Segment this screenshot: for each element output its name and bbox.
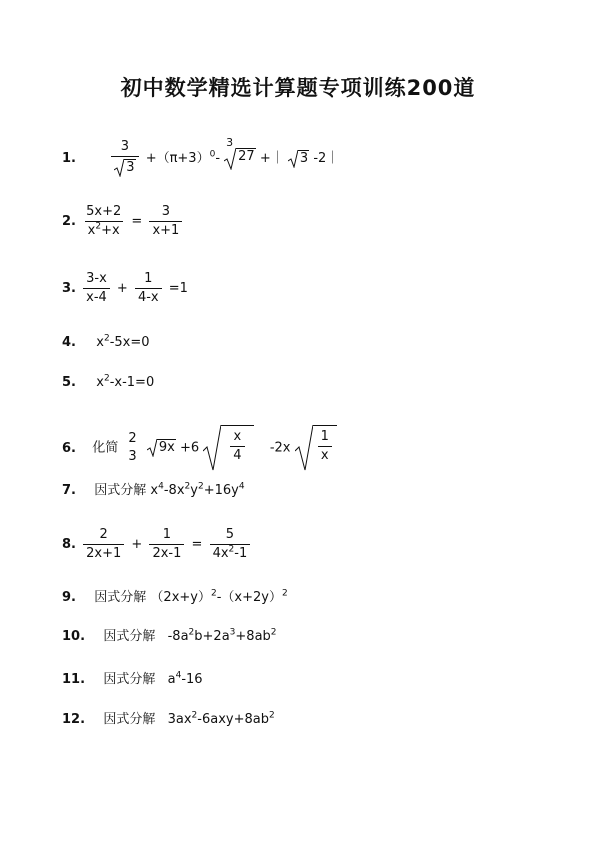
problem-number: 11. — [62, 672, 86, 687]
fraction: $\frac{3-x}{x-4}$ — [83, 272, 110, 305]
radical-sign-icon — [224, 148, 236, 170]
problem-number: 8. — [62, 537, 76, 552]
fraction: $\frac{2}{2x+1}$ — [83, 528, 124, 561]
cube-root: 3 27 — [224, 148, 256, 170]
fraction: $\frac{5}{4x^2-1}$ — [210, 528, 251, 561]
problem-6: 6. 化简 2 3 9x +6 $\frac{x}{4}$ -2x $\frac{1}{x}$ — [62, 425, 337, 471]
page-title: 初中数学精选计算题专项训练200道 — [120, 76, 476, 100]
sqrt: 3 — [114, 159, 135, 177]
fraction: $\frac{1}{x}$ — [318, 430, 332, 463]
problem-number: 7. — [62, 483, 76, 498]
sqrt: 9x — [147, 439, 176, 457]
problem-12: 12. 因式分解 $3ax^2-6axy+8ab^2$ — [62, 710, 275, 727]
radical-sign-icon — [147, 439, 157, 457]
problem-number: 4. — [62, 335, 76, 350]
problem-number: 3. — [62, 281, 76, 296]
radical-sign-icon — [114, 159, 124, 177]
radical-sign-icon — [295, 425, 313, 471]
sqrt — [295, 425, 337, 471]
problem-number: 1. — [62, 151, 76, 166]
sqrt: 3 — [288, 150, 309, 168]
problem-number: 12. — [62, 712, 86, 727]
fraction: $\frac{3}{3}$ — [111, 140, 138, 177]
problem-4: 4. $x^2-5x=0$ — [62, 333, 150, 350]
fraction: 2 3 — [128, 431, 137, 464]
problem-3: 3. $\frac{3-x}{x-4}$ + $\frac{1}{4-x}$ =1 — [62, 271, 188, 305]
fraction: $\frac{5x+2}{x^2+x}$ — [86, 204, 122, 238]
fraction: $\frac{1}{2x-1}$ — [149, 528, 184, 561]
problem-7: 7. 因式分解 $x^4-8x^2y^2+16y^4$ — [62, 481, 245, 498]
radical-sign-icon — [288, 150, 298, 168]
problem-8: 8. $\frac{2}{2x+1}$ + $\frac{1}{2x-1}$ = $\frac{5}{4x^2-1}$ — [62, 528, 253, 561]
problem-9: 9. 因式分解 $(2x+y)^2-(x+2y)^2$ — [62, 588, 288, 605]
problem-number: 6. — [62, 440, 76, 456]
sqrt — [203, 425, 253, 471]
problem-2: 2. $\frac{5x+2}{x^2+x}$ = $\frac{3}{x+1}$ — [62, 205, 185, 238]
problem-1: 1. $\frac{3}{3}$ $+(\pi+3)^0-$ 3 27 +｜ 3 -2｜ — [62, 135, 340, 175]
problem-number: 2. — [62, 214, 76, 229]
fraction: $\frac{3}{x+1}$ — [149, 205, 182, 238]
problem-11: 11. 因式分解 $a^4-16$ — [62, 670, 203, 687]
problem-number: 10. — [62, 629, 86, 644]
problem-number: 5. — [62, 375, 76, 390]
fraction: $\frac{x}{4}$ — [230, 430, 244, 463]
problem-10: 10. 因式分解 $-8a^2b+2a^3+8ab^2$ — [62, 627, 277, 644]
problem-number: 9. — [62, 590, 76, 605]
fraction: $\frac{1}{4-x}$ — [135, 272, 162, 305]
radical-sign-icon — [203, 425, 221, 471]
problem-5: 5. $x^2-x-1=0$ — [62, 373, 155, 390]
